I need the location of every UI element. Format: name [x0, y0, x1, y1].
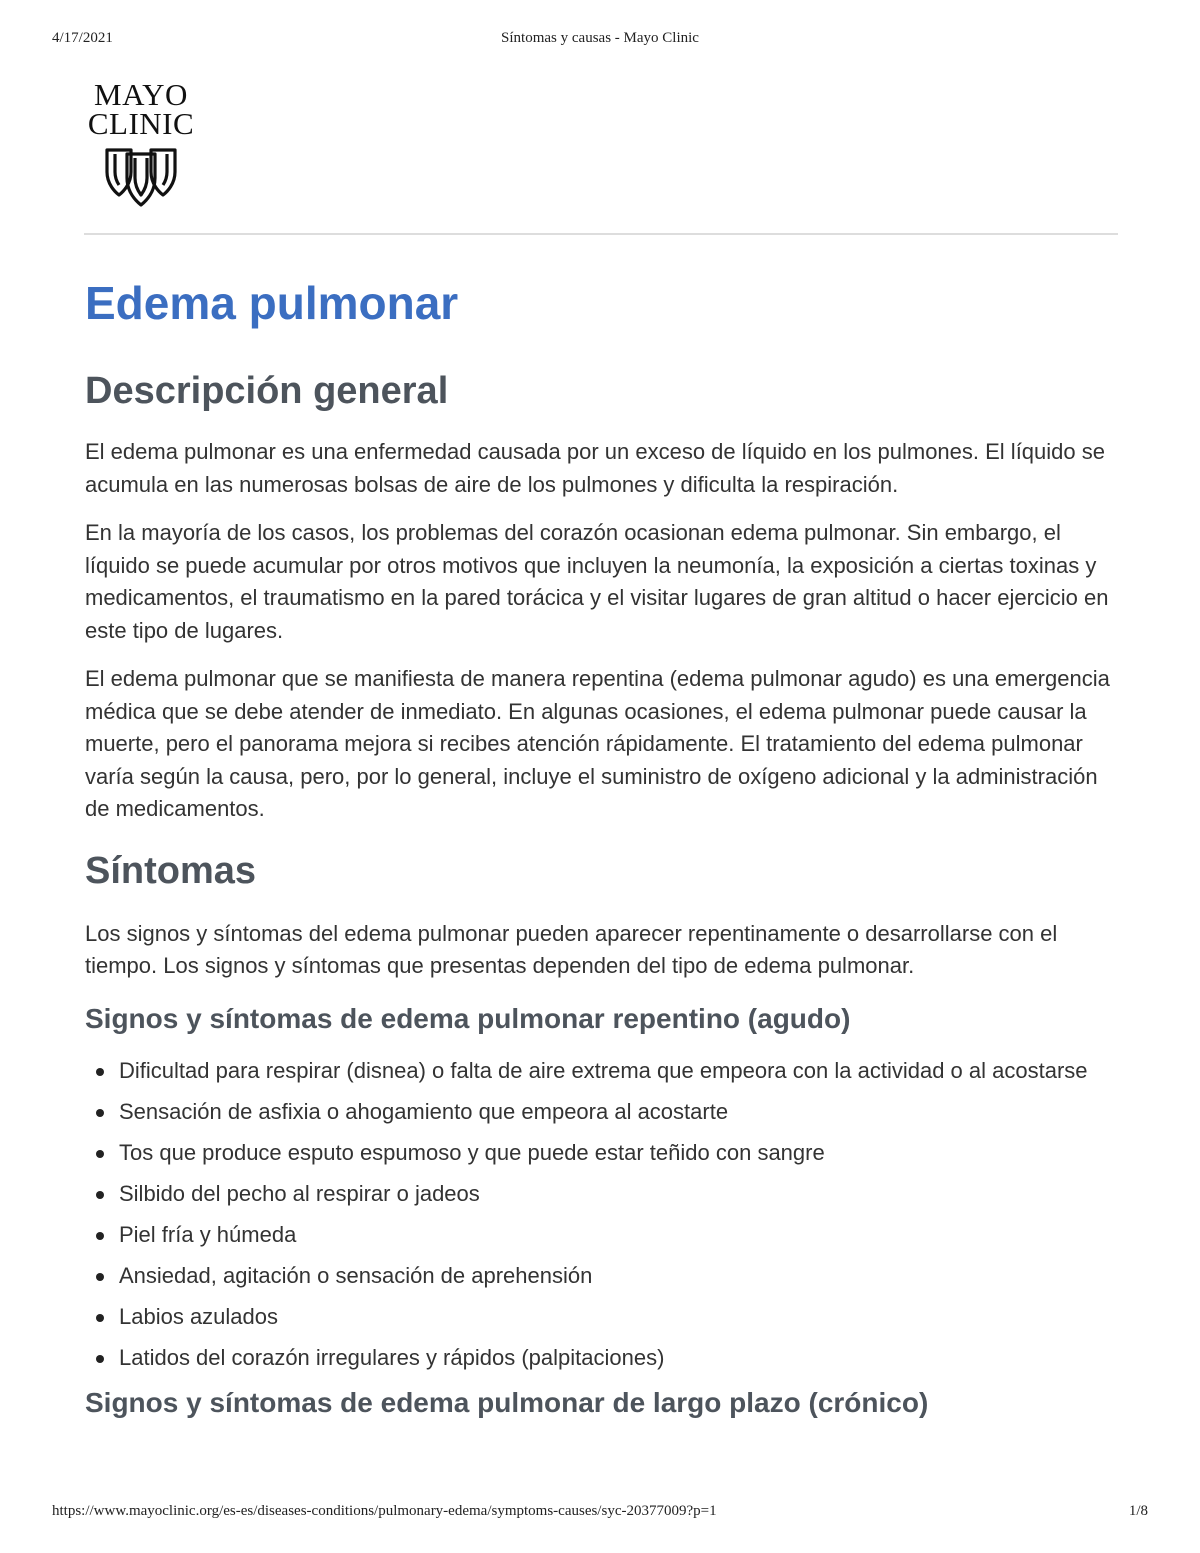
acute-symptoms-list [85, 1055, 1120, 1375]
bullet-icon [96, 1191, 104, 1199]
list-item: Labios azulados [85, 1301, 1120, 1334]
print-header [0, 28, 1200, 52]
page-title: Edema pulmonar [85, 277, 459, 329]
print-date: 4/17/2021 [52, 30, 113, 46]
page-number: 1/8 [1128, 1503, 1148, 1519]
list-item: Silbido del pecho al respirar o jadeos [85, 1178, 1120, 1211]
logo-word-clinic: CLINIC [87, 106, 195, 141]
subheading-chronic: Signos y síntomas de edema pulmonar de largo plazo (crónico) [85, 1386, 929, 1418]
overview-paragraph-2: En la mayoría de los casos, los problemas del corazón ocasionan edema pulmonar. Sin embargo, el líquido se puede acumular por otros motivos que incluyen la neumonía, la exposición a ciertas toxinas y medicamentos, el traumatismo en la pared torácica y el visitar lugares de gran altitud o hacer ejercicio en este tipo de lugares. [85, 520, 1109, 643]
mayo-clinic-logo[interactable] [80, 77, 202, 212]
bullet-icon [96, 1314, 104, 1322]
overview-paragraph-3: El edema pulmonar que se manifiesta de manera repentina (edema pulmonar agudo) es una emergencia médica que se debe atender de inmediato. En algunas ocasiones, el edema pulmonar puede causar la muerte, pero el panorama mejora si recibes atención rápidamente. El tratamiento del edema pulmonar varía según la causa, pero, por lo general, incluye el suministro de oxígeno adicional y la administración de medicamentos. [85, 666, 1110, 821]
bullet-icon [96, 1232, 104, 1240]
list-item: Dificultad para respirar (disnea) o falta de aire extrema que empeora con la actividad o al acostarse [85, 1055, 1120, 1088]
logo-word-mayo: MAYO [94, 77, 188, 112]
list-item: Ansiedad, agitación o sensación de aprehensión [85, 1260, 1120, 1293]
list-item: Sensación de asfixia o ahogamiento que empeora al acostarte [85, 1096, 1120, 1129]
bullet-icon [96, 1109, 104, 1117]
overview-paragraph-1: El edema pulmonar es una enfermedad causada por un exceso de líquido en los pulmones. El líquido se acumula en las numerosas bolsas de aire de los pulmones y dificulta la respiración. [85, 439, 1105, 497]
bullet-icon [96, 1150, 104, 1158]
mayo-clinic-shields-icon [101, 146, 181, 208]
list-item: Latidos del corazón irregulares y rápidos (palpitaciones) [85, 1342, 1120, 1375]
article-content [85, 272, 1120, 1423]
bullet-icon [96, 1355, 104, 1363]
section-heading-symptoms: Síntomas [85, 849, 257, 892]
section-heading-overview: Descripción general [85, 370, 449, 412]
print-url: https://www.mayoclinic.org/es-es/diseases-conditions/pulmonary-edema/symptoms-causes/syc-20377009?p=1 [52, 1503, 717, 1519]
bullet-icon [96, 1068, 104, 1076]
bullet-icon [96, 1273, 104, 1281]
list-item: Piel fría y húmeda [85, 1219, 1120, 1252]
header-divider [84, 233, 1118, 235]
symptoms-intro: Los signos y síntomas del edema pulmonar pueden aparecer repentinamente o desarrollarse con el tiempo. Los signos y síntomas que presentas dependen del tipo de edema pulmonar. [85, 920, 1058, 978]
print-page-title: Síntomas y causas - Mayo Clinic [501, 30, 699, 46]
subheading-acute: Signos y síntomas de edema pulmonar repentino (agudo) [85, 1002, 851, 1034]
list-item: Tos que produce esputo espumoso y que puede estar teñido con sangre [85, 1137, 1120, 1170]
